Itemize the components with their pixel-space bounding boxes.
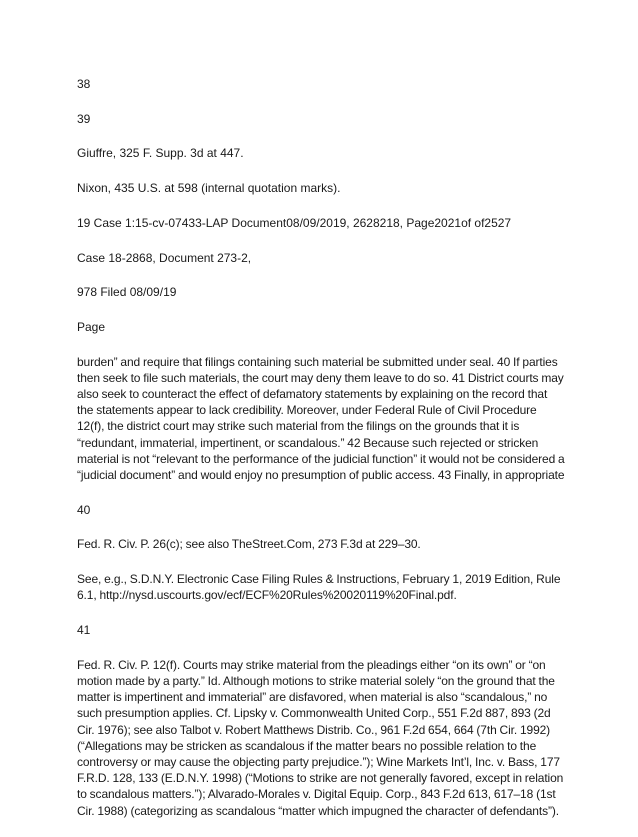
body-paragraph: burden” and require that filings containing such material be submitted under seal. 40 If parties then seek to file such materials, the court may deny them leave to do so. 41 District courts may also seek to counteract the effect of defamatory statements by explaining on the record that the statements appear to lack credibility. Moreover, under Federal Rule of Civil Procedure 12(f), the district court may strike such material from the filings on the grounds that it is “redundant, immaterial, impertinent, or scandalous.” 42 Because such rejected or stricken material is not “relevant to the performance of the judicial function” it would not be considered a “judicial document” and would enjoy no presumption of public access. 43 Finally, in appropriate	[77, 354, 565, 483]
document-body	[77, 76, 565, 837]
footnote-40-text: Fed. R. Civ. P. 26(c); see also TheStreet.Com, 273 F.3d at 229–30.	[77, 537, 421, 552]
citation-nixon: Nixon, 435 U.S. at 598 (internal quotation marks).	[77, 181, 341, 196]
footnote-marker-41: 41	[77, 623, 91, 638]
filed-date-line: 978 Filed 08/09/19	[77, 285, 177, 300]
footnote-41-text: Fed. R. Civ. P. 12(f). Courts may strike material from the pleadings either “on its own” or “on motion made by a party.” Id. Although motions to strike material solely “on the ground that the matter is impertinent and immaterial” are disfavored, when material is also “scandalous,” no such presumption applies. Cf. Lipsky v. Commonwealth United Corp., 551 F.2d 887, 893 (2d Cir. 1976); see also Talbot v. Robert Matthews Distrib. Co., 961 F.2d 654, 664 (7th Cir. 1992) (“Allegations may be stricken as scandalous if the matter bears no possible relation to the controversy or may cause the objecting party prejudice.”); Wine Markets Int’l, Inc. v. Bass, 177 F.R.D. 128, 133 (E.D.N.Y. 1998) (“Motions to strike are not generally favored, except in relation to scandalous matters.”); Alvarado-Morales v. Digital Equip. Corp., 843 F.2d 613, 617–18 (1st Cir. 1988) (categorizing as scandalous “matter which impugned the character of defendants”).	[77, 657, 564, 818]
footnote-marker-39: 39	[77, 111, 91, 126]
citation-giuffre: Giuffre, 325 F. Supp. 3d at 447.	[77, 146, 244, 161]
footnote-sdny-rules: See, e.g., S.D.N.Y. Electronic Case Filing Rules & Instructions, February 1, 2019 Edition, Rule 6.1, http://nysd.uscourts.gov/ecf/ECF%20Rules%20020119%20Final.pdf.	[77, 572, 561, 603]
footnote-marker-40: 40	[77, 502, 91, 517]
case-header-line: 19 Case 1:15-cv-07433-LAP Document08/09/2019, 2628218, Page2021of of2527	[77, 215, 512, 230]
footnote-marker-38: 38	[77, 77, 91, 91]
case-document-line: Case 18-2868, Document 273-2,	[77, 250, 252, 265]
page-label: Page	[77, 319, 106, 334]
